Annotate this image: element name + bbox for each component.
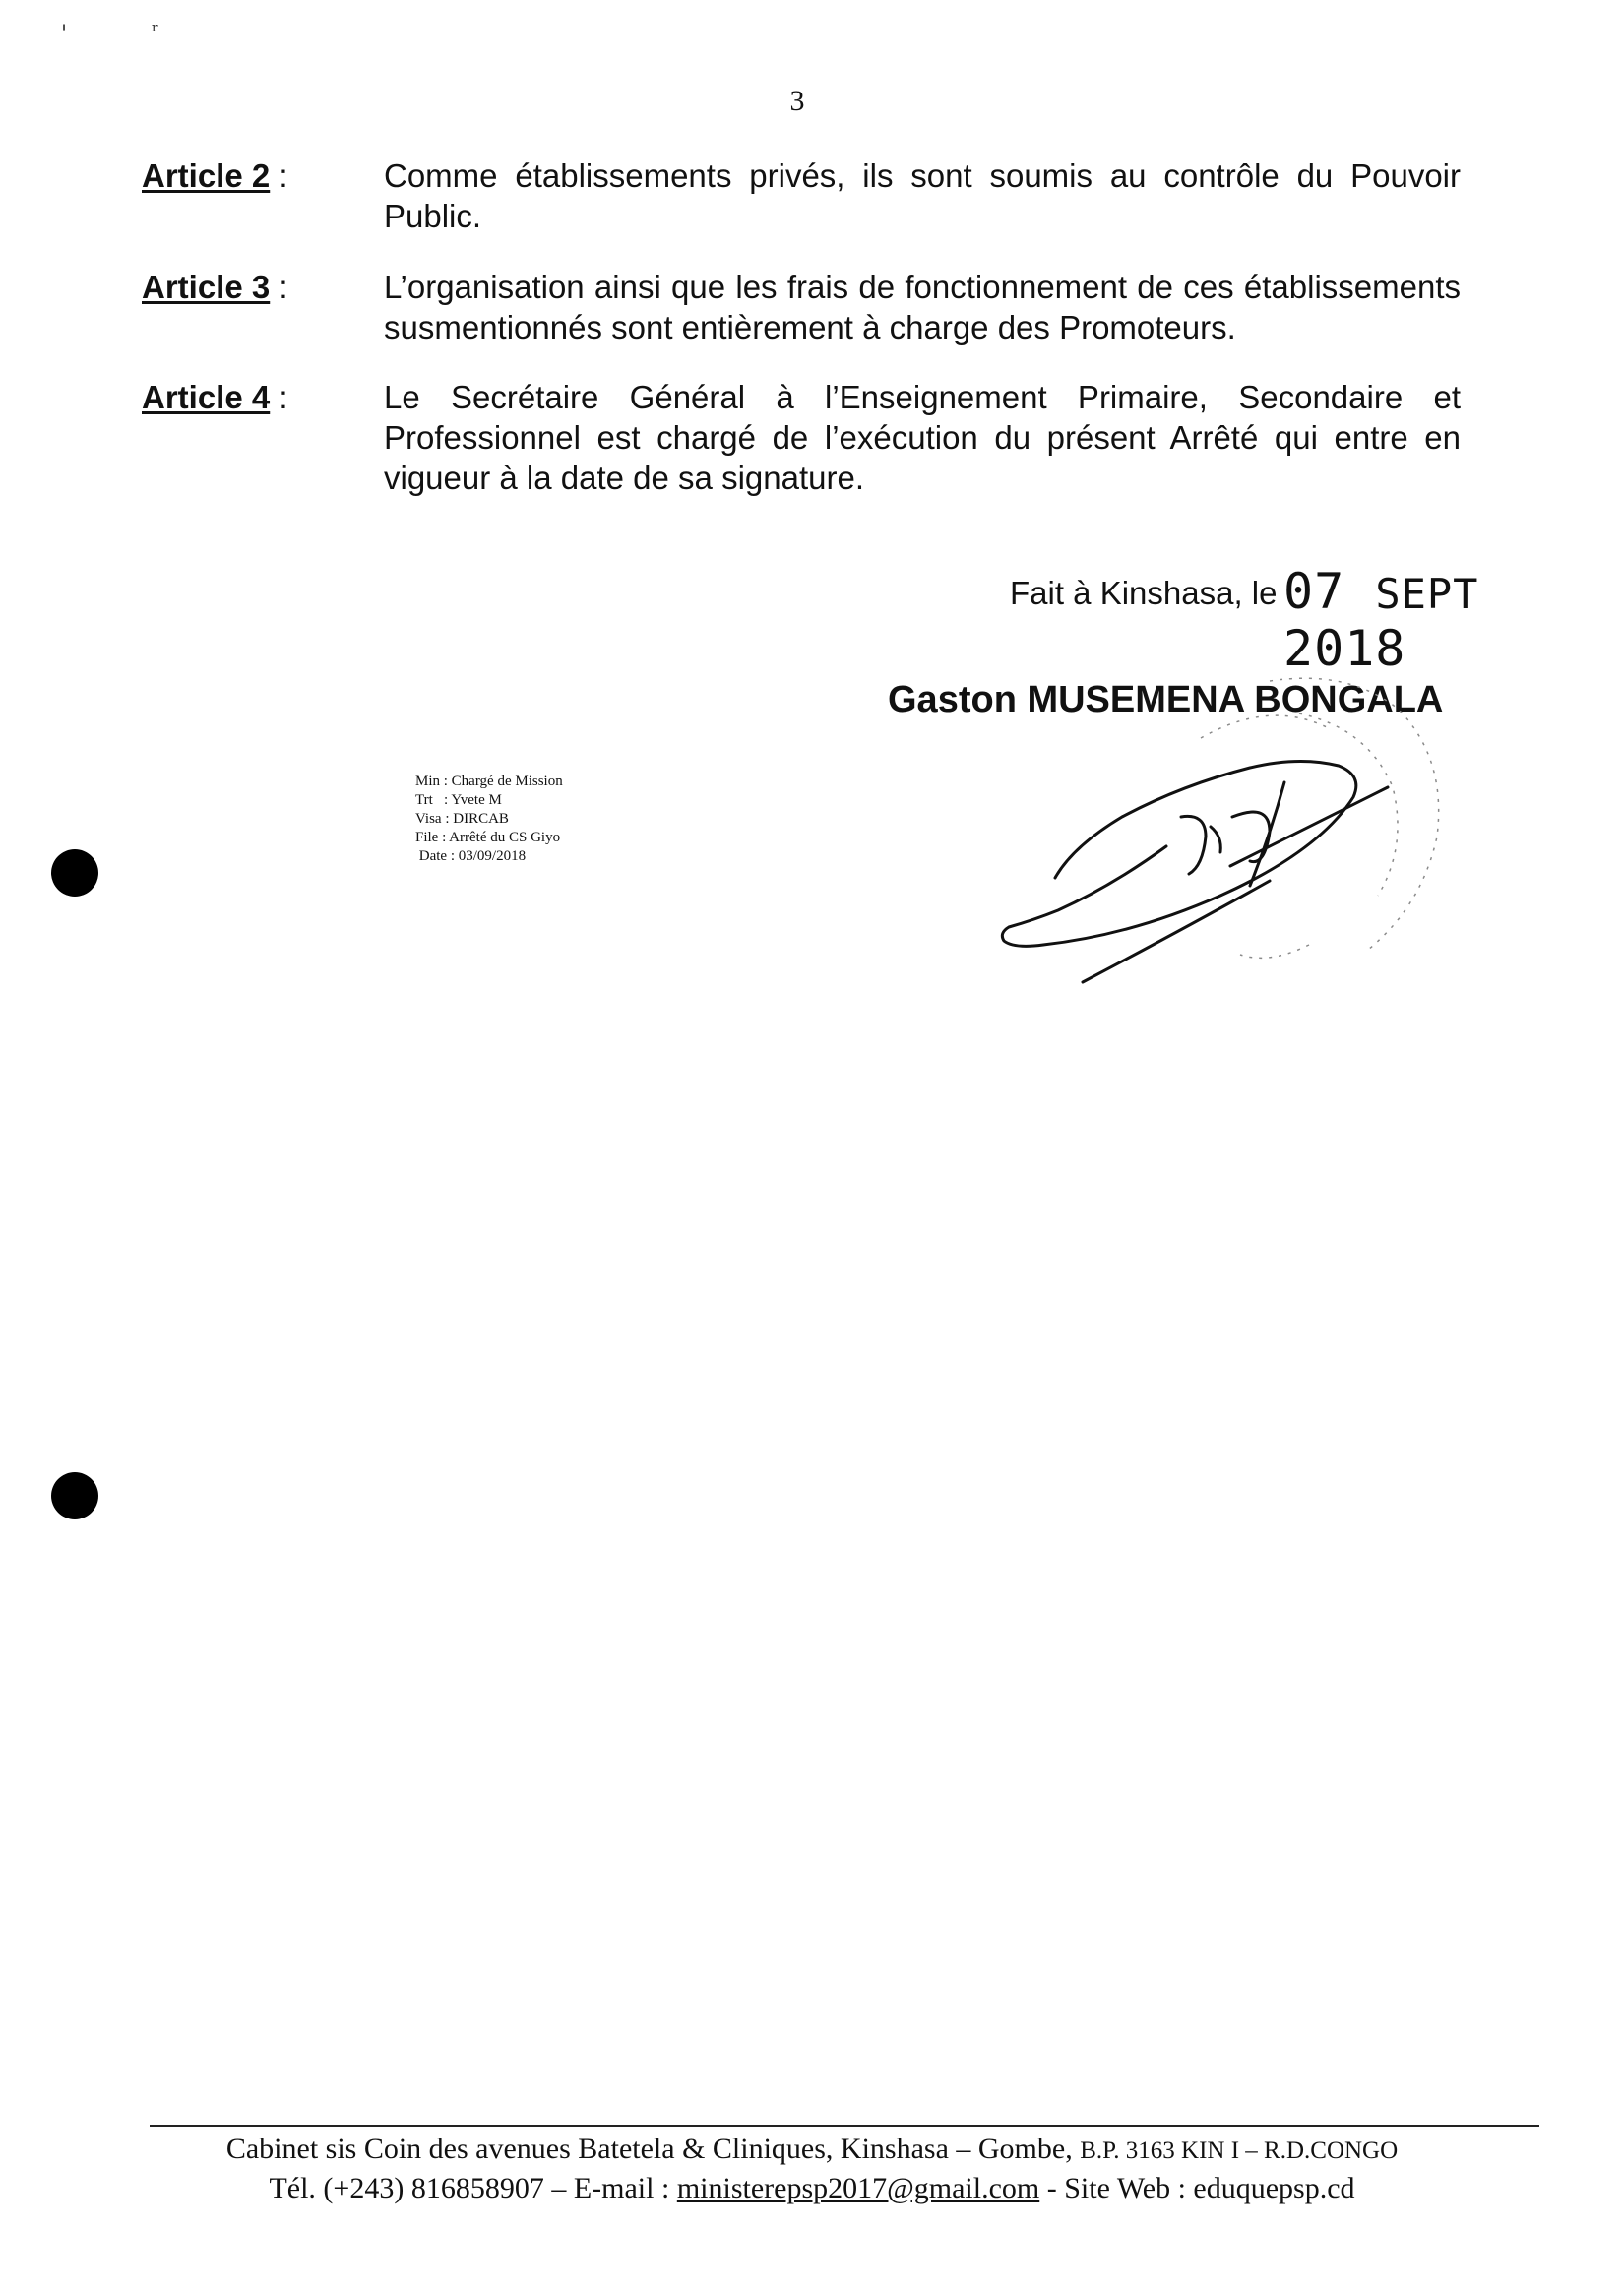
memo-line: Min : Chargé de Mission [415,774,563,789]
routing-memo [415,773,563,866]
signature-strokes [1002,761,1388,982]
closing-place: Fait à Kinshasa, le [1010,575,1278,611]
article-label: Article 3 : [142,269,288,305]
page-number: 3 [789,85,805,117]
handwritten-signature [974,669,1486,994]
footer-contact: Tél. (+243) 816858907 – E-mail : ministerepsp2017@gmail.com - Site Web : eduquepsp.cd [269,2172,1355,2204]
faint-seal [1201,678,1439,958]
signer-name: Gaston MUSEMENA BONGALA [888,679,1444,720]
article-3 [142,267,1461,347]
article-text: Comme établissements privés, ils sont soumis au contrôle du Pouvoir Public. [384,157,1461,234]
memo-line: Trt : Yvete M [415,792,502,808]
punch-hole [51,849,98,897]
article-label: Article 2 : [142,157,288,194]
email-link[interactable]: ministerepsp2017@gmail.com [676,2172,1040,2204]
scan-speck: ' [61,22,68,46]
memo-line: File : Arrêté du CS Giyo [415,830,561,845]
punch-hole [51,1472,98,1519]
memo-line: Visa : DIRCAB [415,811,509,827]
scan-speck: ʳ [152,20,159,44]
article-label: Article 4 : [142,379,288,415]
memo-line: Date : 03/09/2018 [415,848,527,864]
article-2 [142,155,1461,236]
article-text: L’organisation ainsi que les frais de fonctionnement de ces établissements susmentionnés sont entièrement à charge des Promoteurs. [384,269,1461,345]
footer-rule [150,2125,1539,2127]
article-4 [142,377,1461,498]
article-text: Le Secrétaire Général à l’Enseignement Primaire, Secondaire et Professionnel est chargé de l’exécution du présent Arrêté qui entre en vigueur à la date de sa signature. [384,379,1461,496]
date-stamp: 07 SEPT 2018 [1283,563,1479,677]
footer-address: Cabinet sis Coin des avenues Batetela & Cliniques, Kinshasa – Gombe, B.P. 3163 KIN I – R.D.CONGO [225,2133,1399,2165]
